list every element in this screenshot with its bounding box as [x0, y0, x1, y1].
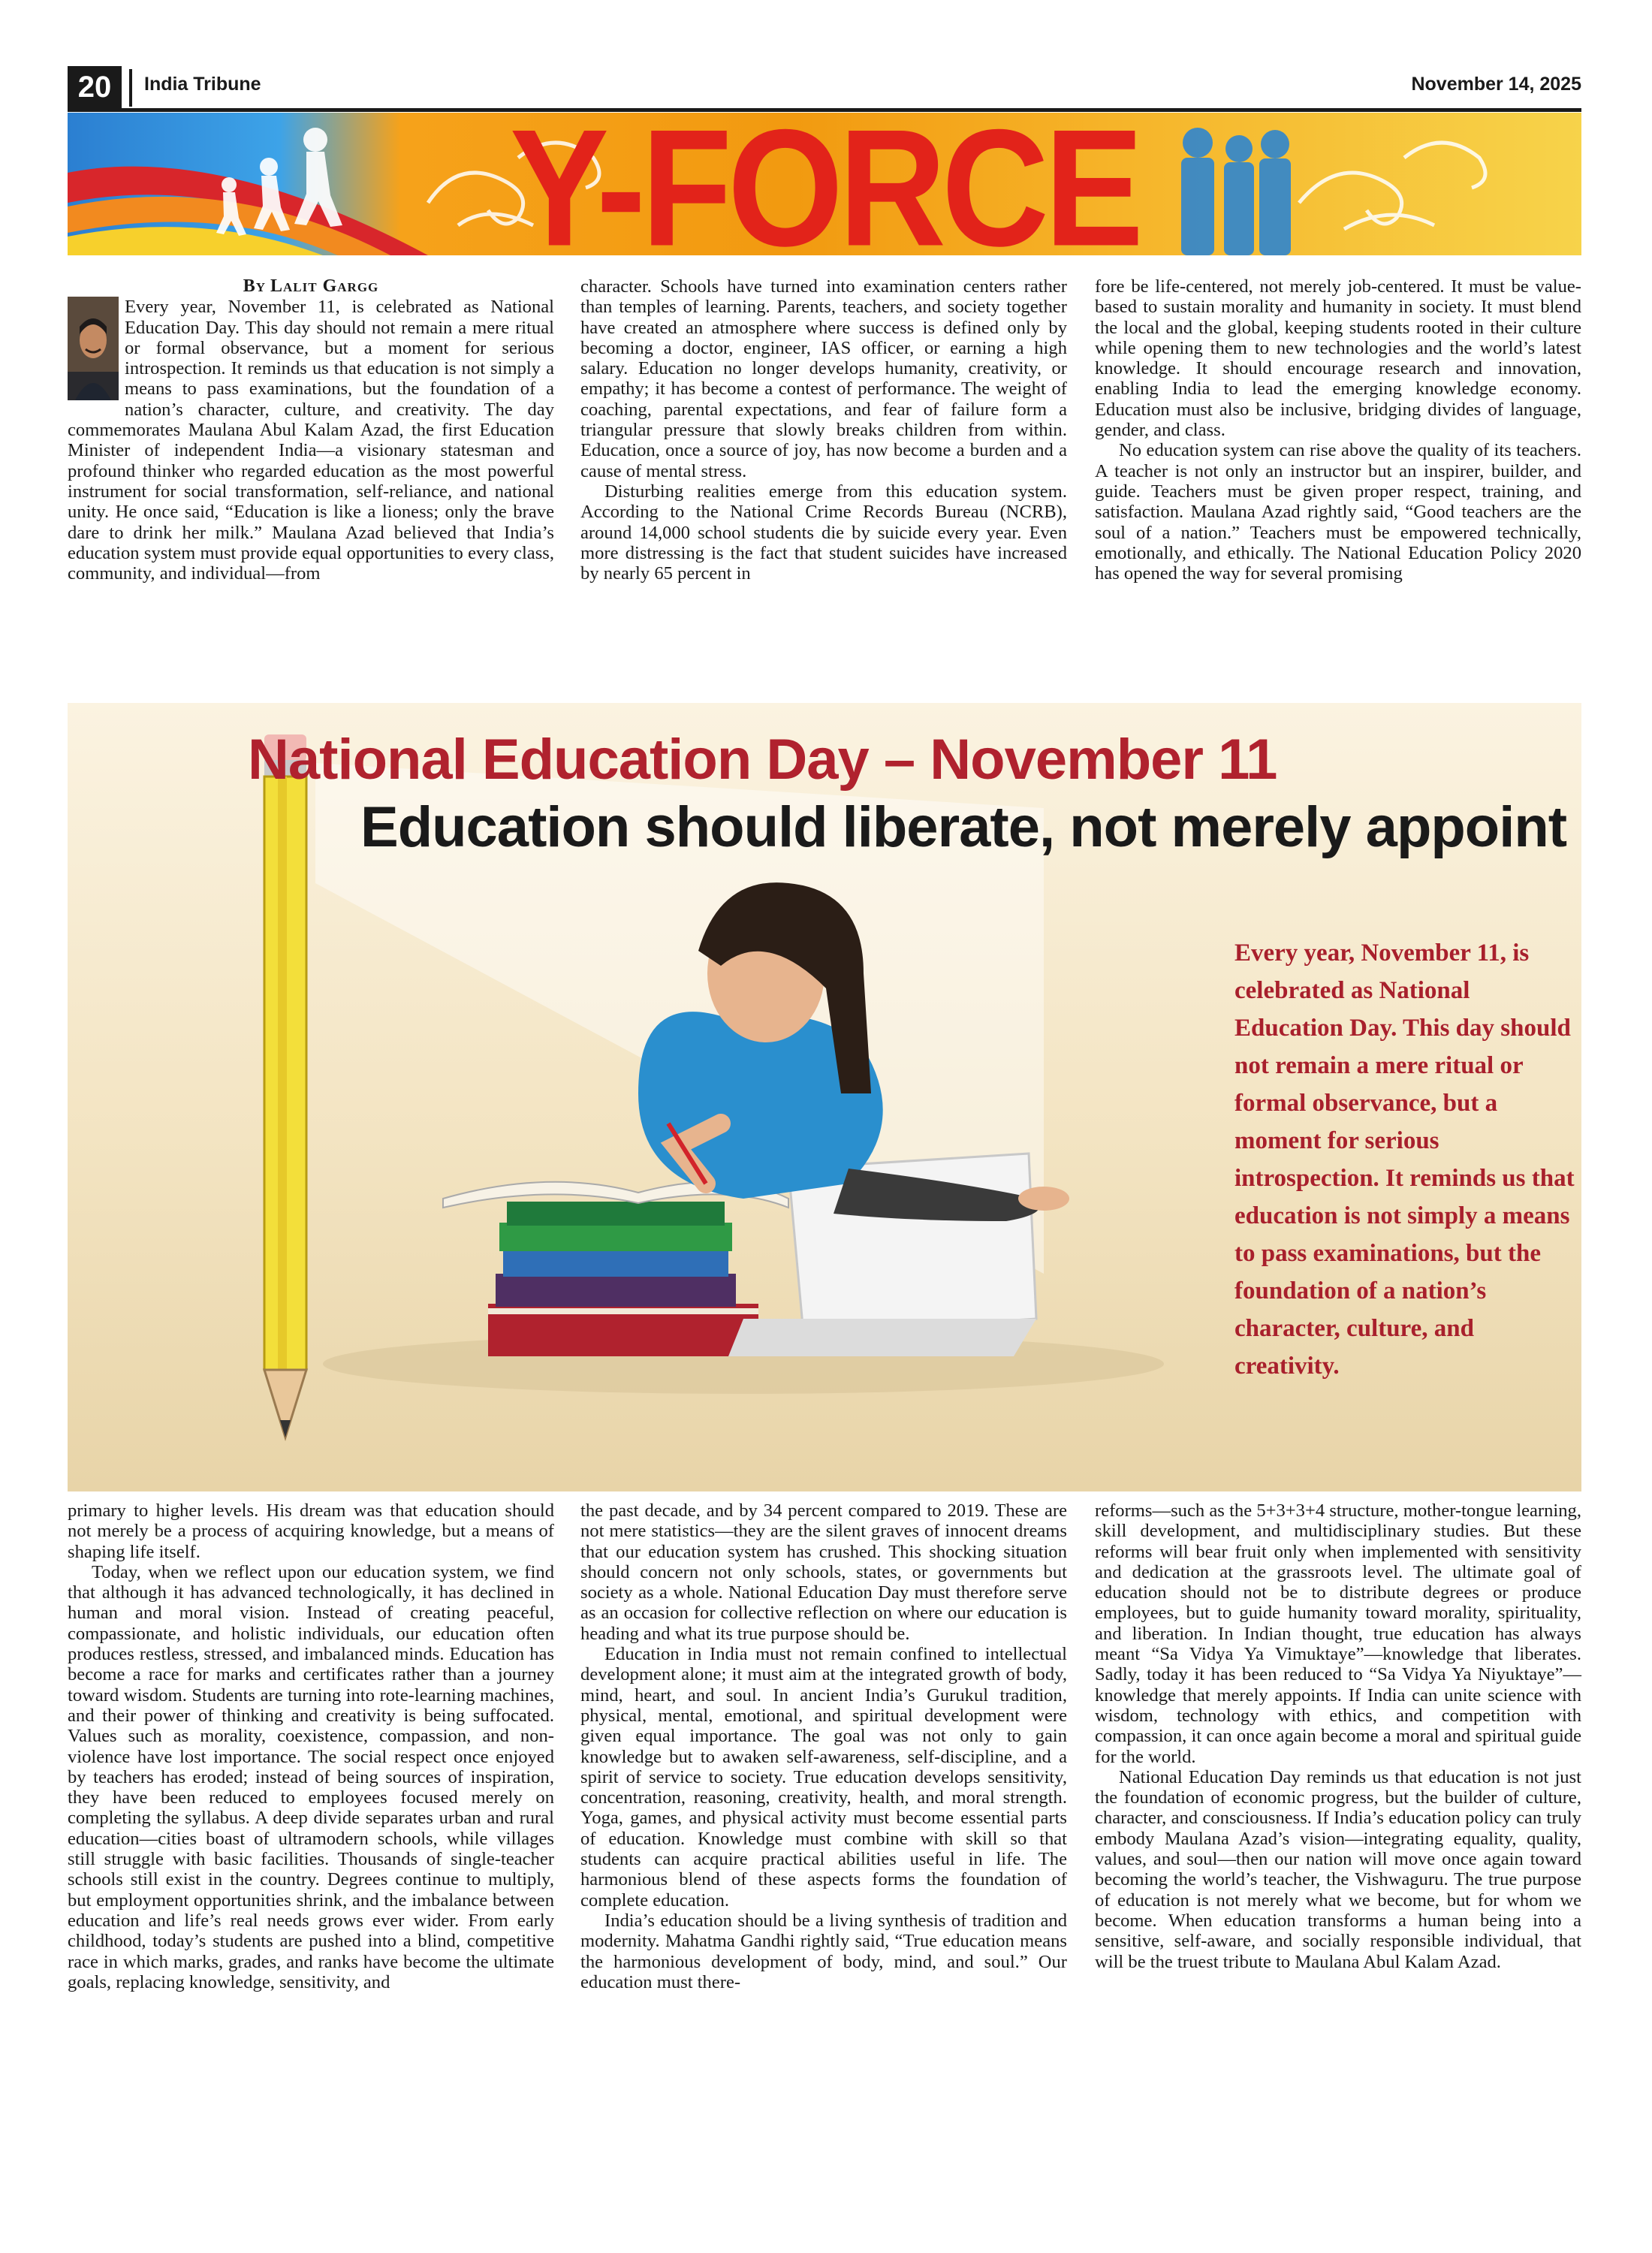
article-column-1-top	[68, 276, 554, 584]
paragraph: character. Schools have turned into examination centers rather than temples of learning. Parents, teachers, and society together have created an atmosphere where success is defined only by becoming a doctor, engineer, IAS officer, or earning a high salary. Education no longer develops humanity, creativity, or empathy; it has become a contest of performance. The weight of coaching, parental expectations, and fear of failure form a triangular pressure that slowly breaks children from within. Education, once a source of joy, has now become a burden and a cause of mental stress.	[580, 276, 1067, 481]
paragraph: Education in India must not remain confined to intellectual development alone; it must aim at the integrated growth of body, mind, heart, and soul. In ancient India’s Gurukul tradition, physical, mental, emotional, and spiritual development were given equal importance. The goal was not only to gain knowledge but to awaken self-awareness, self-discipline, and a spirit of service to society. True education develops sensitivity, concentration, reasoning, creativity, health, and moral strength. Yoga, games, and physical activity must become essential parts of education. Knowledge must combine with skill so that students can acquire practical abilities useful in life. The harmonious blend of these aspects forms the foundation of complete education.	[580, 1644, 1067, 1911]
article-column-2-bottom	[580, 1500, 1067, 1992]
publication-name: India Tribune	[144, 74, 261, 95]
paragraph: primary to higher levels. His dream was that education should not merely be a process of acquiring knowledge, but a means of shaping life itself.	[68, 1500, 554, 1562]
paragraph: Disturbing realities emerge from this education system. According to the National Crime Records Bureau (NCRB), around 14,000 school students die by suicide every year. Even more distressing is the fact that student suicides have increased by nearly 65 percent in	[580, 481, 1067, 584]
paragraph: Every year, November 11, is celebrated as National Education Day. This day should not remain a mere ritual or formal observance, but a moment for serious introspection. It reminds us that education is not simply a means to pass examinations, but the foundation of a nation’s character, culture, and creativity. The day commemorates Maulana Abul Kalam Azad, the first Education Minister of independent India—a visionary statesman and profound thinker who regarded education as the most powerful instrument for social transformation, self-reliance, and national unity. He once said, “Education is like a lioness; only the brave dare to drink her milk.” Maulana Azad believed that India’s education system must provide equal opportunities to every class, community, and individual—from	[68, 297, 554, 584]
paragraph: the past decade, and by 34 percent compared to 2019. These are not mere statistics—they are the silent graves of innocent dreams that our education system has crushed. This shocking situation should concern not only schools, states, or governments but society as a whole. National Education Day must therefore serve as an occasion for collective reflection on where our education is heading and what its true purpose should be.	[580, 1500, 1067, 1644]
paragraph: fore be life-centered, not merely job-centered. It must be value-based to sustain morality and humanity in society. It must blend the local and the global, keeping students rooted in their culture while opening them to new technologies and the world’s latest knowledge. It should encourage research and innovation, enabling India to lead the emerging knowledge economy. Education must also be inclusive, bridging divides of language, gender, and class.	[1095, 276, 1581, 441]
feature-subtitle: Education should liberate, not merely appoint	[360, 795, 1567, 859]
byline-prefix: By	[243, 276, 267, 296]
header-rule	[68, 108, 1581, 112]
book-stack	[443, 1182, 788, 1356]
paragraph: No education system can rise above the quality of its teachers. A teacher is not only an instructor but an inspirer, builder, and guide. Teachers must be given proper respect, training, and satisfaction. Maulana Azad rightly said, “Good teachers are the soul of a nation.” Teachers must be empowered technically, emotionally, and ethically. The National Education Policy 2020 has opened the way for several promising	[1095, 440, 1581, 584]
article-column-3-bottom	[1095, 1500, 1581, 1972]
byline-author: Lalit Gargg	[270, 276, 379, 296]
banner-title: Y-FORCE	[509, 113, 1140, 255]
paragraph: reforms—such as the 5+3+3+4 structure, mother-tongue learning, skill development, and multidisciplinary studies. But these reforms will bear fruit only when implemented with sensitivity and dedication at the grassroots level. The ultimate goal of education should not be to distribute degrees or produce employees, but to guide humanity toward morality, spirituality, and liberation. In Indian thought, true education has always meant “Sa Vidya Ya Vimuktaye”—knowledge that liberates. Sadly, today it has been reduced to “Sa Vidya Ya Niyuktaye”—knowledge that merely appoints. If India can unite science with wisdom, technology with ethics, and competition with compassion, it can once again become a moral and spiritual guide for the world.	[1095, 1500, 1581, 1767]
author-photo	[68, 297, 119, 400]
issue-date: November 14, 2025	[1411, 74, 1581, 95]
byline	[68, 276, 554, 297]
article-column-2-top	[580, 276, 1067, 584]
paragraph: Today, when we reflect upon our education system, we find that although it has advanced technologically, it has declined in human and moral vision. Instead of creating peaceful, compassionate, and holistic individuals, our education often produces restless, stressed, and imbalanced minds. Education has become a race for marks and certificates rather than a journey toward wisdom. Students are turning into rote-learning machines, and their power of thinking and creativity is being suffocated. Values such as morality, coexistence, compassion, and non-violence have lost importance. The social respect once enjoyed by teachers has eroded; instead of being sources of inspiration, they have been reduced to employees focused merely on completing the syllabus. A deep divide separates urban and rural education—cities boast of ultramodern schools, while villages still struggle with basic facilities. Thousands of single-teacher schools still exist in the country. Degrees continue to multiply, but employment opportunities shrink, and the imbalance between education and life’s real needs grows ever wider. From early childhood, today’s students are pushed into a blind, competitive race in which marks, grades, and ranks have become the ultimate goals, replacing knowledge, sensitivity, and	[68, 1561, 554, 1992]
pull-quote: Every year, November 11, is celebrated as National Education Day. This day should not remain a mere ritual or formal observance, but a moment for serious introspection. It reminds us that education is not simply a means to pass examinations, but the foundation of a nation’s character, culture, and creativity.	[1234, 940, 1575, 1380]
paragraph: National Education Day reminds us that education is not just the foundation of economic progress, but the builder of culture, character, and consciousness. If India’s education policy can truly embody Maulana Azad’s vision—integrating equality, quality, values, and soul—then our nation will move once again toward becoming the world’s teacher, the Vishwaguru. The true purpose of education is not merely what we become, but for whom we become. When education transforms a human being into a sensitive, self-aware, and socially responsible individual, that will be the truest tribute to Maulana Abul Kalam Azad.	[1095, 1766, 1581, 1972]
feature-title: National Education Day – November 11	[248, 728, 1277, 792]
page-number: 20	[68, 66, 122, 108]
article-column-3-top	[1095, 276, 1581, 584]
article-column-1-bottom	[68, 1500, 554, 1992]
section-banner	[68, 113, 1581, 255]
pencil-illustration	[264, 734, 306, 1437]
feature-graphic	[68, 703, 1581, 1491]
paragraph: India’s education should be a living synthesis of tradition and modernity. Mahatma Gandhi rightly said, “True education means the harmonious development of body, mind, and soul.” Our education must there-	[580, 1910, 1067, 1992]
header-divider	[129, 69, 132, 107]
